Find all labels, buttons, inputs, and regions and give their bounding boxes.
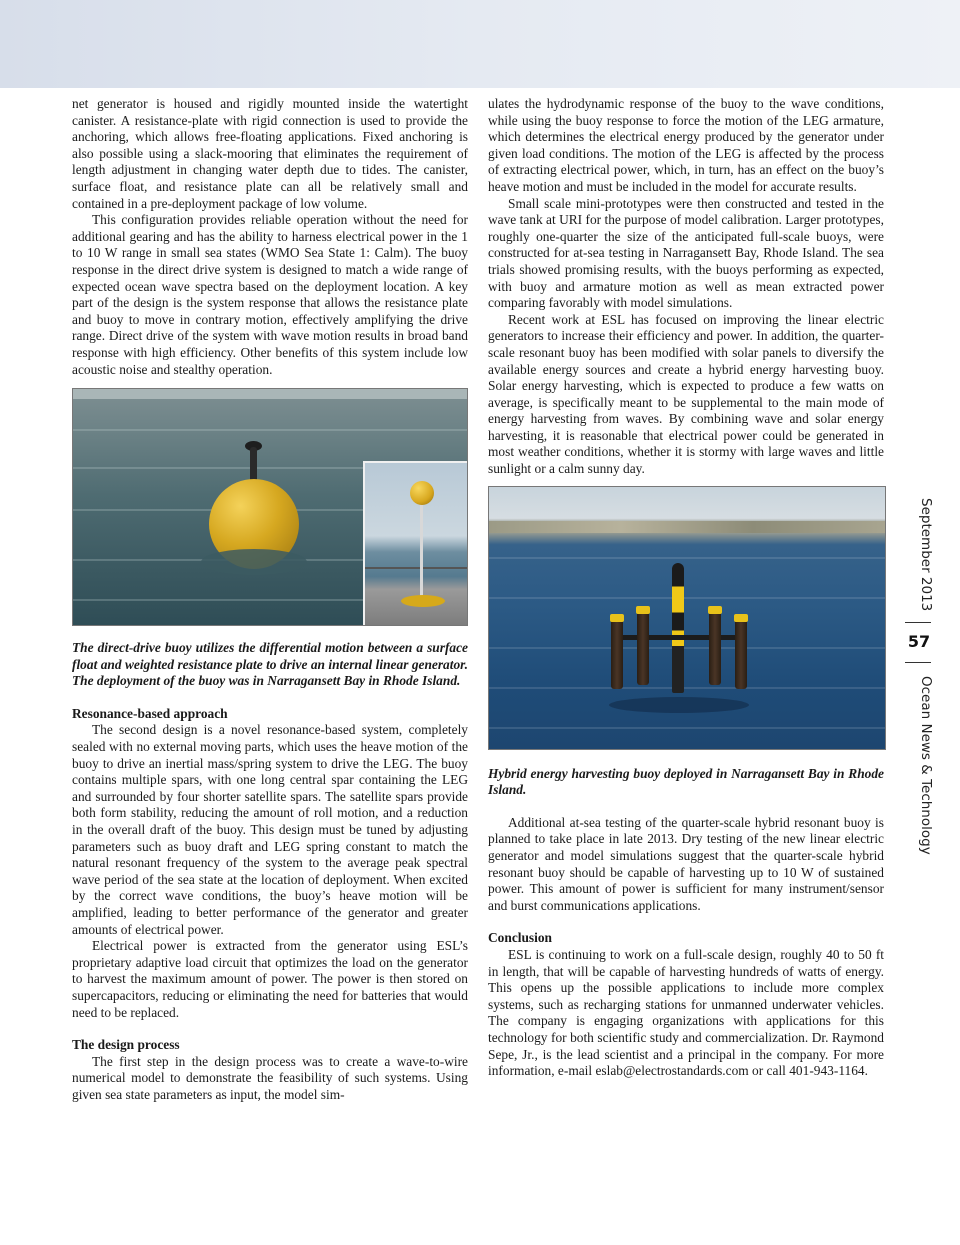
paragraph: The first step in the design process was to create a wave-to-wire numerical model to demonstrate the feasibility of such systems. Using given sea state parameters as input, the model sim- <box>72 1053 468 1102</box>
paragraph: Small scale mini-prototypes were then constructed and tested in the wave tank at URI for the purpose of model calibration. Larger prototypes, roughly one-quarter the size of the anticipated full-scale buoys, were constructed for at-sea testing in Narragansett Bay, Rhode Island. The sea trials showed promising results, with the buoys performing as expected, with buoy and armature motion as well as mean extracted power comparing favorably with model simulations. <box>488 195 884 311</box>
page-number: 57 <box>907 632 931 651</box>
hybrid-buoy-photo <box>488 486 886 750</box>
direct-drive-buoy-photo <box>72 388 468 626</box>
inset-buoy-pole <box>420 505 423 601</box>
sky <box>73 389 467 399</box>
right-column <box>488 96 884 1080</box>
resistance-plate <box>401 595 445 607</box>
paragraph: net generator is housed and rigidly mounted inside the watertight canister. A resistance-plate with rigid connection is used to provide the anchoring, which allows free-floating applications. Fixed anchoring is also possible using a slack-mooring that eliminates the requirement of length adjustment in changing water depth due to tides. The canister, surface float, and resistance plate can all be relatively small and contained in a pre-deployment package of low volume. <box>72 96 468 211</box>
paragraph: ulates the hydrodynamic response of the buoy to the wave conditions, while using the buoy response to force the motion of the LEG armature, which determines the electrical energy produced by the generator under given load conditions. The motion of the LEG is affected by the process of extracting electrical power, which, in turn, has an effect on the buoy’s heave motion and must be included in the model for accurate results. <box>488 96 884 194</box>
paragraph: This configuration provides reliable operation without the need for additional gearing and has the ability to harness electrical power in the 1 to 10 W range in small sea states (WMO Sea State 1: Calm). The buoy response in the direct drive system is designed to match a wide range of expected ocean wave spectra based on the deployment location. A key part of the design is the system response that allows the resistance plate and buoy to move in contrary motion, effectively amplifying the drive range. Direct drive of the system with wave motion results in broad band response with high efficiency. Other benefits of this system include low acoustic noise and stealthy operation. <box>72 212 468 377</box>
divider <box>905 662 931 663</box>
satellite-spar <box>709 611 721 685</box>
satellite-spar <box>611 619 623 689</box>
photo-caption: The direct-drive buoy utilizes the differential motion between a surface float and weighted resistance plate to drive an internal linear generator. The deployment of the buoy was in Narragansett Bay in Rhode Island. <box>72 640 468 689</box>
header-band <box>0 0 960 88</box>
section-heading: Resonance-based approach <box>72 705 228 721</box>
paragraph: The second design is a novel resonance-based system, completely sealed with no external moving parts, which uses the heave motion of the buoy to drive an inertial mass/spring system to drive the LEG. The buoy contains multiple spars, with one long central spar containing the LEG and surrounded by four shorter satellite spars. The satellite spars provide both form stability, reducing the amount of roll motion, and a reduction in the overall draft of the buoy. This design must be tuned by adjusting parameters such as buoy draft and LEG spring constant to match the natural resonant frequency of the system to the average peak spectral wave period of the sea state at the location of deployment. When excited by the correct wave conditions, the buoy’s heave motion will be amplified, leading to better performance of the generator and greater amounts of electrical power. <box>72 722 468 937</box>
central-spar <box>672 563 684 693</box>
issue-date: September 2013 <box>918 498 934 612</box>
paragraph: Recent work at ESL has focused on improving the linear electric generators to increase their efficiency and power. In addition, the quarter-scale resonant buoy has been modified with solar panels to diversify the available energy sources and create a hybrid energy harvesting buoy. Solar energy harvesting, which is expected to produce a few watts on average, is specifically meant to be supplemental to the main mode of energy harvesting from waves. By combining wave and solar energy harvesting, it is reasonable that electrical power could be generated in most weather conditions, whether it is stormy with large waves and little sunlight or a calm sunny day. <box>488 311 884 477</box>
paragraph: Electrical power is extracted from the generator using ESL’s proprietary adaptive load circuit that optimizes the load on the generator to harvest the maximum amount of power. The power is then stored on supercapacitors, reducing or eliminating the need for batteries that would need to be replaced. <box>72 938 468 1020</box>
satellite-spar <box>735 619 747 689</box>
waterline <box>201 549 307 575</box>
inset-buoy-float <box>410 481 434 505</box>
satellite-spar <box>637 611 649 685</box>
paragraph: Additional at-sea testing of the quarter-scale hybrid resonant buoy is planned to take place in late 2013. Dry testing of the new linear electric generator and model simulations suggest that the quarter-scale hybrid resonant buoy should be capable of harvesting up to 10 W of sustained power. This amount of power is sufficient for many instrument/sensor and burst communications applications. <box>488 814 884 913</box>
buoy-mast <box>250 447 257 483</box>
magazine-name: Ocean News & Technology <box>918 676 934 855</box>
section-heading: The design process <box>72 1037 180 1053</box>
divider <box>905 622 931 623</box>
buoy-on-deck-inset-photo <box>363 461 468 626</box>
left-column <box>72 96 468 1104</box>
section-heading: Conclusion <box>488 930 552 946</box>
paragraph: ESL is continuing to work on a full-scale design, roughly 40 to 50 ft in length, that will be capable of harvesting hundreds of watts of energy. This opens up the possible applications to include more complex systems, such as recharging stations for unmanned underwater vehicles. The company is engaging organizations with applications for this technology for both scientific study and commercialization. Dr. Raymond Sepe, Jr., is the lead scientist and a principal in the company. For more information, e-mail eslab@electrostandards.com or call 401-943-1164. <box>488 947 884 1079</box>
shoreline <box>489 521 885 533</box>
photo-caption: Hybrid energy harvesting buoy deployed in Narragansett Bay in Rhode Island. <box>488 765 884 798</box>
